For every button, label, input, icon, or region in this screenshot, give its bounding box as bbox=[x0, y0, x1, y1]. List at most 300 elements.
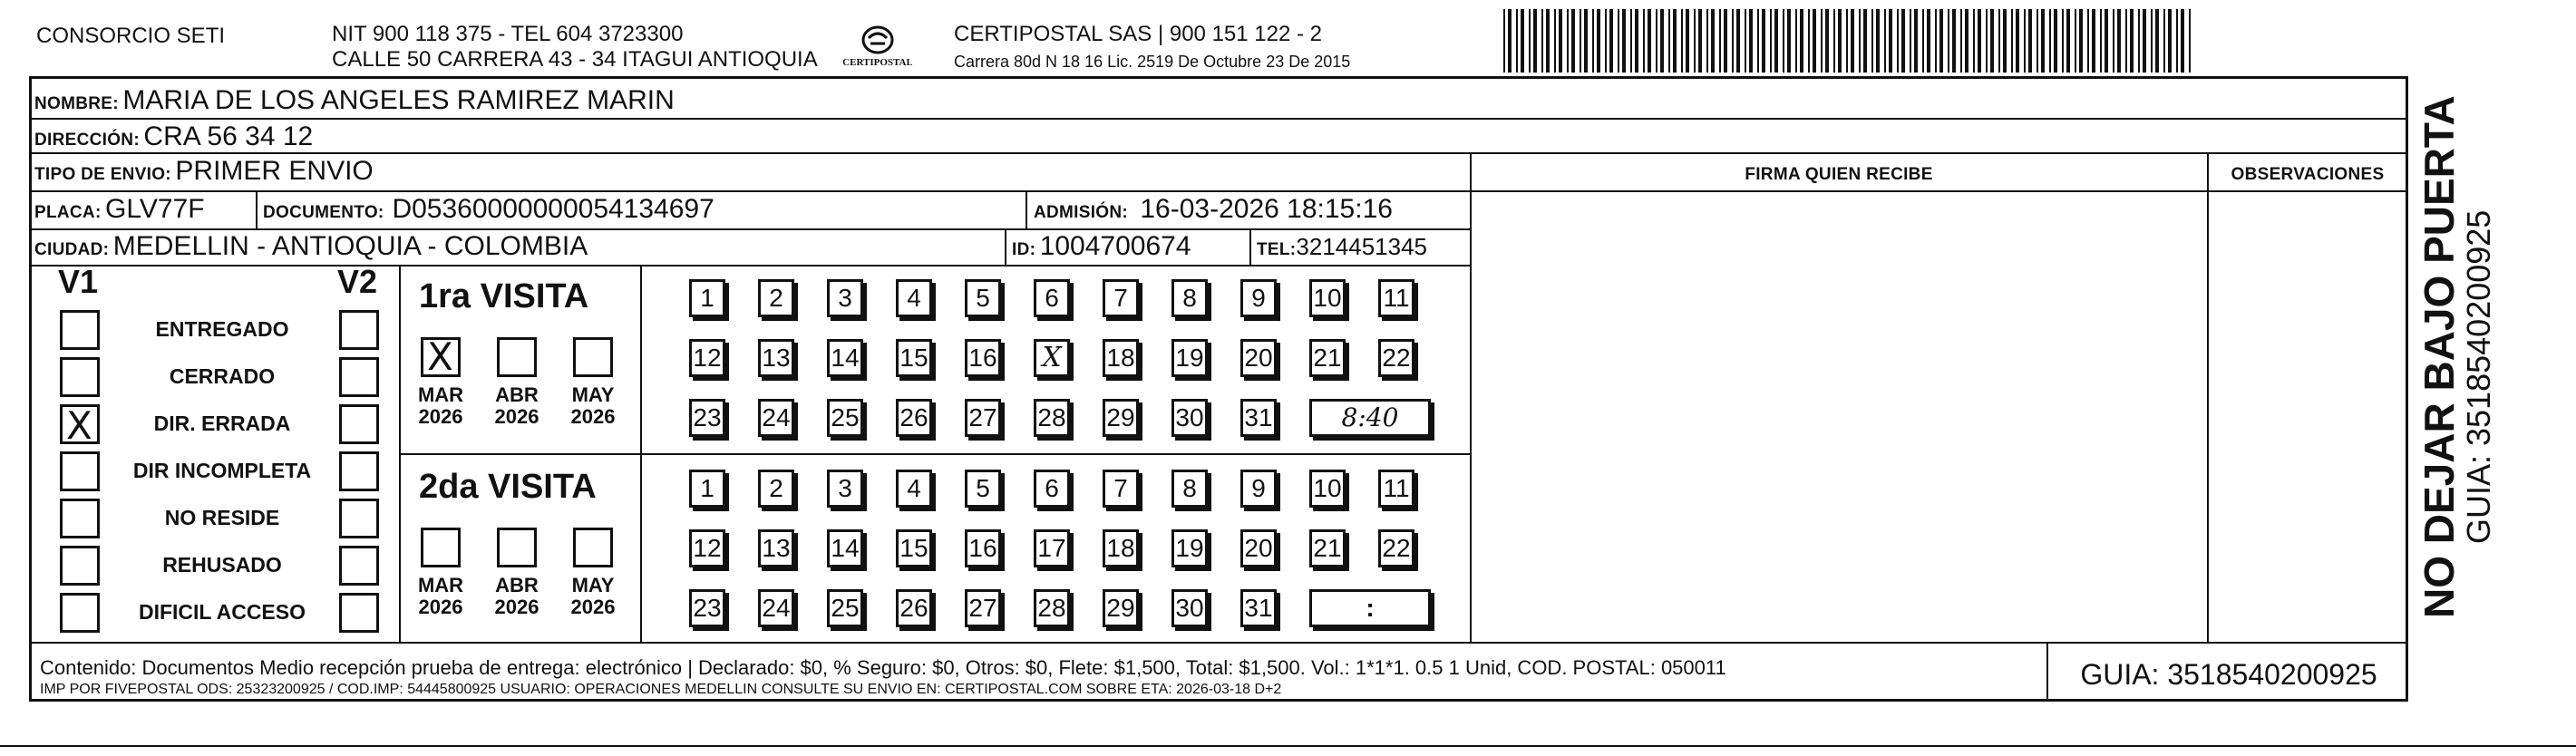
barcode-bar bbox=[2151, 9, 2153, 73]
day-box[interactable] bbox=[896, 399, 932, 437]
day-number: 22 bbox=[1382, 534, 1411, 562]
day-box[interactable] bbox=[1034, 470, 1070, 508]
barcode-bar bbox=[1998, 9, 2000, 73]
day-number: 25 bbox=[831, 594, 860, 622]
day-box[interactable] bbox=[758, 589, 794, 627]
barcode-bar bbox=[1630, 9, 1632, 73]
day-number: 6 bbox=[1045, 284, 1059, 312]
month-year: 2026 bbox=[570, 405, 616, 428]
day-box[interactable] bbox=[1103, 339, 1139, 377]
day-box[interactable] bbox=[1378, 339, 1414, 377]
barcode-bar bbox=[1884, 9, 1886, 73]
day-number: 30 bbox=[1175, 403, 1204, 431]
documento-label: DOCUMENTO: bbox=[263, 203, 384, 222]
nombre-label: NOMBRE: bbox=[34, 94, 119, 113]
barcode-bar bbox=[2189, 9, 2191, 73]
barcode-bar bbox=[1508, 9, 1512, 73]
barcode-bar bbox=[1973, 9, 1975, 73]
barcode-bar bbox=[1876, 9, 1880, 73]
day-box[interactable] bbox=[827, 529, 863, 567]
barcode-bar bbox=[1694, 9, 1696, 73]
day-box[interactable] bbox=[965, 529, 1001, 567]
address-line: CALLE 50 CARRERA 43 - 34 ITAGUI ANTIOQUIA bbox=[332, 47, 818, 72]
v2-checkbox[interactable] bbox=[339, 357, 379, 397]
guia-vertical-text: GUIA: 3518540200925 bbox=[2460, 209, 2495, 544]
day-box[interactable] bbox=[965, 399, 1001, 437]
day-box[interactable] bbox=[965, 470, 1001, 508]
day-number: 8 bbox=[1182, 474, 1197, 502]
v1-checkbox[interactable] bbox=[60, 357, 100, 397]
barcode-bar bbox=[2028, 9, 2032, 73]
day-number: 18 bbox=[1106, 534, 1135, 562]
barcode-bar bbox=[1541, 9, 1543, 73]
barcode-bar bbox=[1787, 9, 1791, 73]
day-box[interactable] bbox=[1034, 399, 1070, 437]
day-box[interactable] bbox=[1034, 339, 1070, 377]
barcode-bar bbox=[1825, 9, 1829, 73]
barcode-bar bbox=[1859, 9, 1861, 73]
barcode-bar bbox=[1605, 9, 1607, 73]
barcode-bar bbox=[1863, 9, 1867, 73]
day-number: 23 bbox=[693, 403, 722, 431]
barcode-bar bbox=[2155, 9, 2159, 73]
day-number: 4 bbox=[907, 474, 921, 502]
barcode-bar bbox=[1584, 9, 1588, 73]
month-year: 2026 bbox=[570, 596, 616, 618]
v1-checkbox[interactable] bbox=[60, 593, 100, 633]
barcode-bar bbox=[1808, 9, 1810, 73]
barcode-bar bbox=[2117, 9, 2121, 73]
day-number: X bbox=[1042, 342, 1062, 373]
barcode-bar bbox=[1643, 9, 1645, 73]
day-number: 24 bbox=[762, 594, 791, 622]
day-number: 31 bbox=[1244, 403, 1273, 431]
day-box[interactable] bbox=[1171, 399, 1208, 437]
day-box[interactable] bbox=[1171, 529, 1208, 567]
v1-checkbox[interactable] bbox=[60, 403, 100, 448]
tipo-envio-row bbox=[34, 156, 374, 191]
day-number: 1 bbox=[700, 284, 714, 312]
day-box[interactable] bbox=[896, 470, 932, 508]
month-name: MAR bbox=[417, 574, 464, 596]
barcode-bar bbox=[1783, 9, 1784, 73]
day-number: 11 bbox=[1383, 284, 1410, 312]
v2-checkbox[interactable] bbox=[339, 593, 379, 633]
day-box[interactable] bbox=[827, 470, 863, 508]
day-box[interactable] bbox=[1034, 529, 1070, 567]
day-box[interactable] bbox=[689, 470, 725, 508]
barcode-bar bbox=[1795, 9, 1797, 73]
status-option-label: DIR. ERRADA bbox=[153, 412, 291, 435]
day-box[interactable] bbox=[1240, 529, 1277, 567]
day-box[interactable] bbox=[1034, 589, 1070, 627]
tel-field bbox=[1257, 231, 1427, 267]
day-box[interactable] bbox=[689, 279, 725, 317]
day-box[interactable] bbox=[1240, 589, 1277, 627]
month-checkmark: X bbox=[427, 334, 453, 379]
admision-label: ADMISIÓN: bbox=[1034, 203, 1129, 222]
v2-checkbox[interactable] bbox=[339, 451, 379, 491]
day-box[interactable] bbox=[758, 470, 794, 508]
month-checkbox[interactable] bbox=[497, 528, 537, 567]
day-number: 10 bbox=[1313, 284, 1342, 312]
barcode-bar bbox=[1757, 9, 1759, 73]
barcode-bar bbox=[2041, 9, 2045, 73]
nit-line: NIT 900 118 375 - TEL 604 3723300 bbox=[332, 22, 684, 46]
day-box[interactable] bbox=[1378, 529, 1414, 567]
day-box[interactable] bbox=[827, 399, 863, 437]
status-option-label: CERRADO bbox=[169, 364, 276, 388]
company-name: CONSORCIO SETI bbox=[36, 24, 226, 48]
month-checkbox[interactable] bbox=[421, 528, 461, 567]
day-box[interactable] bbox=[1240, 279, 1277, 317]
carrier-line: CERTIPOSTAL SAS | 900 151 122 - 2 bbox=[954, 22, 1322, 46]
day-box[interactable] bbox=[827, 339, 863, 377]
direccion-label: DIRECCIÓN: bbox=[34, 131, 140, 150]
barcode-bar bbox=[1965, 9, 1968, 73]
day-number: 1 bbox=[700, 474, 714, 502]
barcode-bar bbox=[1681, 9, 1683, 73]
barcode-bar bbox=[1736, 9, 1740, 73]
day-number: 25 bbox=[831, 403, 860, 431]
v1-checkbox[interactable] bbox=[60, 499, 100, 538]
month-label bbox=[485, 384, 549, 428]
day-box[interactable] bbox=[1171, 279, 1208, 317]
barcode-bar bbox=[2075, 9, 2076, 73]
imp-line: IMP POR FIVEPOSTAL ODS: 25323200925 / COD.IMP: 54445800925 USUARIO: OPERACIONES MEDELLIN CONSULTE SU ENVIO EN: CERTIPOSTAL.COM SOBRE ETA: 2026-03-18 D+2 bbox=[40, 682, 1282, 697]
barcode-bar bbox=[1821, 9, 1823, 73]
day-number: 19 bbox=[1175, 344, 1204, 372]
barcode-bar bbox=[1592, 9, 1594, 73]
ciudad-label: CIUDAD: bbox=[34, 240, 110, 259]
barcode-bar bbox=[1529, 9, 1531, 73]
day-box[interactable] bbox=[1034, 279, 1070, 317]
day-number: 7 bbox=[1113, 474, 1128, 502]
day-number: 9 bbox=[1251, 474, 1266, 502]
barcode-bar bbox=[1559, 9, 1562, 73]
day-box[interactable] bbox=[965, 279, 1001, 317]
status-option-label: DIR INCOMPLETA bbox=[132, 459, 312, 482]
day-box[interactable] bbox=[758, 339, 794, 377]
day-number: 16 bbox=[968, 534, 997, 562]
day-box[interactable] bbox=[896, 529, 932, 567]
month-year: 2026 bbox=[418, 596, 463, 618]
barcode bbox=[1502, 9, 2194, 73]
day-box[interactable] bbox=[896, 279, 932, 317]
month-label bbox=[561, 384, 625, 428]
barcode-bar bbox=[1571, 9, 1575, 73]
day-number: 5 bbox=[976, 474, 990, 502]
day-box[interactable] bbox=[1309, 470, 1346, 508]
day-number: 8 bbox=[1182, 284, 1197, 312]
day-number: 29 bbox=[1106, 594, 1135, 622]
month-checkbox[interactable] bbox=[573, 528, 613, 567]
day-number: 12 bbox=[693, 534, 722, 562]
day-number: 26 bbox=[899, 403, 928, 431]
contenido-line: Contenido: Documentos Medio recepción prueba de entrega: electrónico | Declarado: $0, % Seguro: $0, Otros: $0, Flete: $1,500, Total: $1,500. Vol.: 1*1*1. 0.5 1 Unid, COD. POSTAL: 050011 bbox=[40, 656, 1726, 679]
day-number: 10 bbox=[1313, 474, 1342, 502]
day-box[interactable] bbox=[758, 279, 794, 317]
direccion-value: CRA 56 34 12 bbox=[143, 121, 314, 151]
day-box[interactable] bbox=[1103, 399, 1139, 437]
day-number: 6 bbox=[1045, 474, 1059, 502]
barcode-bar bbox=[2054, 9, 2057, 73]
day-number: 24 bbox=[762, 403, 791, 431]
day-number: 27 bbox=[968, 403, 997, 431]
barcode-bar bbox=[1948, 9, 1949, 73]
day-number: 17 bbox=[1037, 534, 1066, 562]
month-year: 2026 bbox=[494, 596, 540, 618]
day-number: 20 bbox=[1244, 344, 1273, 372]
day-box[interactable] bbox=[758, 529, 794, 567]
day-number: 15 bbox=[899, 344, 928, 372]
day-number: 15 bbox=[899, 534, 928, 562]
barcode-bar bbox=[1774, 9, 1778, 73]
guia-footer: GUIA: 3518540200925 bbox=[2080, 658, 2377, 691]
day-box[interactable] bbox=[1309, 279, 1346, 317]
day-number: 16 bbox=[968, 344, 997, 372]
barcode-bar bbox=[1935, 9, 1937, 73]
barcode-bar bbox=[1871, 9, 1873, 73]
barcode-bar bbox=[1698, 9, 1702, 73]
day-number: 27 bbox=[968, 594, 997, 622]
visit-title: 1ra VISITA bbox=[419, 277, 589, 315]
barcode-bar bbox=[1533, 9, 1537, 73]
barcode-bar bbox=[1622, 9, 1626, 73]
day-number: 22 bbox=[1382, 344, 1411, 372]
barcode-bar bbox=[2024, 9, 2026, 73]
barcode-bar bbox=[1897, 9, 1899, 73]
day-number: 4 bbox=[907, 284, 921, 312]
day-box[interactable] bbox=[689, 399, 725, 437]
side-notice bbox=[2414, 91, 2495, 625]
barcode-bar bbox=[1660, 9, 1664, 73]
v2-checkbox[interactable] bbox=[339, 310, 379, 350]
documento-value: D05360000000054134697 bbox=[392, 194, 714, 224]
month-label bbox=[561, 575, 625, 618]
documento-field bbox=[263, 194, 714, 229]
day-box[interactable] bbox=[1171, 589, 1208, 627]
month-name: MAY bbox=[571, 574, 615, 596]
day-number: 11 bbox=[1383, 474, 1410, 502]
barcode-bar bbox=[1960, 9, 1962, 73]
placa-value: GLV77F bbox=[105, 194, 205, 224]
day-number: 26 bbox=[899, 594, 928, 622]
barcode-bar bbox=[2100, 9, 2102, 73]
placa-field bbox=[34, 194, 205, 229]
barcode-bar bbox=[1749, 9, 1753, 73]
day-number: 21 bbox=[1313, 344, 1342, 372]
barcode-bar bbox=[2062, 9, 2064, 73]
barcode-bar bbox=[2181, 9, 2184, 73]
day-box[interactable] bbox=[827, 589, 863, 627]
id-value: 1004700674 bbox=[1039, 231, 1191, 261]
id-field bbox=[1012, 231, 1191, 267]
barcode-bar bbox=[1668, 9, 1670, 73]
time-value: : bbox=[1366, 594, 1375, 622]
tel-label: TEL: bbox=[1257, 240, 1297, 259]
barcode-bar bbox=[1686, 9, 1689, 73]
time-box[interactable] bbox=[1309, 399, 1431, 437]
barcode-bar bbox=[2066, 9, 2070, 73]
month-checkbox[interactable] bbox=[421, 334, 461, 379]
barcode-bar bbox=[2138, 9, 2140, 73]
v1-checkbox[interactable] bbox=[60, 451, 100, 491]
day-number: 12 bbox=[693, 344, 722, 372]
barcode-bar bbox=[1597, 9, 1600, 73]
day-box[interactable] bbox=[689, 529, 725, 567]
v2-checkbox[interactable] bbox=[339, 546, 379, 586]
month-name: ABR bbox=[495, 574, 539, 596]
day-number: 3 bbox=[838, 284, 852, 312]
month-year: 2026 bbox=[418, 405, 463, 428]
firma-label: FIRMA QUIEN RECIBE bbox=[1745, 165, 1933, 184]
barcode-bar bbox=[1745, 9, 1746, 73]
day-box[interactable] bbox=[965, 339, 1001, 377]
day-box[interactable] bbox=[896, 339, 932, 377]
day-box[interactable] bbox=[758, 399, 794, 437]
barcode-bar bbox=[1901, 9, 1905, 73]
admision-value: 16-03-2026 18:15:16 bbox=[1140, 194, 1393, 224]
barcode-bar bbox=[1986, 9, 1988, 73]
barcode-bar bbox=[1673, 9, 1677, 73]
barcode-bar bbox=[1609, 9, 1613, 73]
barcode-bar bbox=[2003, 9, 2007, 73]
visit-title: 2da VISITA bbox=[419, 468, 597, 506]
day-box[interactable] bbox=[1171, 470, 1208, 508]
day-number: 9 bbox=[1251, 284, 1266, 312]
day-box[interactable] bbox=[689, 339, 725, 377]
day-box[interactable] bbox=[1240, 399, 1277, 437]
day-box[interactable] bbox=[1378, 470, 1414, 508]
day-number: 5 bbox=[976, 284, 990, 312]
day-box[interactable] bbox=[1103, 589, 1139, 627]
day-box[interactable] bbox=[965, 589, 1001, 627]
barcode-bar bbox=[1910, 9, 1911, 73]
barcode-bar bbox=[1914, 9, 1918, 73]
barcode-bar bbox=[1567, 9, 1569, 73]
month-checkbox[interactable] bbox=[573, 337, 613, 377]
day-number: 18 bbox=[1106, 344, 1135, 372]
month-name: MAY bbox=[571, 383, 615, 406]
id-label: ID: bbox=[1012, 240, 1036, 259]
day-number: 30 bbox=[1175, 594, 1204, 622]
day-number: 13 bbox=[762, 344, 791, 372]
day-number: 3 bbox=[838, 474, 852, 502]
barcode-bar bbox=[1546, 9, 1550, 73]
barcode-bar bbox=[2163, 9, 2165, 73]
day-number: 2 bbox=[769, 284, 783, 312]
tipo-envio-label: TIPO DE ENVIO: bbox=[34, 165, 171, 184]
day-box[interactable] bbox=[1240, 470, 1277, 508]
barcode-bar bbox=[2016, 9, 2019, 73]
barcode-bar bbox=[1846, 9, 1848, 73]
day-number: 28 bbox=[1037, 594, 1066, 622]
ciudad-field bbox=[34, 231, 588, 267]
day-box[interactable] bbox=[1103, 529, 1139, 567]
day-number: 21 bbox=[1313, 534, 1342, 562]
v2-checkbox[interactable] bbox=[339, 404, 379, 444]
day-box[interactable] bbox=[827, 279, 863, 317]
day-box[interactable] bbox=[1103, 279, 1139, 317]
day-box[interactable] bbox=[1309, 529, 1346, 567]
day-box[interactable] bbox=[1309, 339, 1346, 377]
barcode-bar bbox=[2143, 9, 2146, 73]
direccion-row bbox=[34, 121, 313, 157]
barcode-bar bbox=[2092, 9, 2095, 73]
day-box[interactable] bbox=[689, 589, 725, 627]
barcode-bar bbox=[1580, 9, 1581, 73]
barcode-bar bbox=[1800, 9, 1803, 73]
barcode-bar bbox=[1851, 9, 1854, 73]
status-option-label: REHUSADO bbox=[162, 553, 282, 577]
barcode-bar bbox=[2113, 9, 2114, 73]
day-number: 20 bbox=[1244, 534, 1273, 562]
barcode-bar bbox=[1838, 9, 1842, 73]
v1-checkbox[interactable] bbox=[60, 546, 100, 586]
day-box[interactable] bbox=[1378, 279, 1414, 317]
month-label bbox=[409, 575, 472, 618]
day-number: 23 bbox=[693, 594, 722, 622]
license-line: Carrera 80d N 18 16 Lic. 2519 De Octubre 23 De 2015 bbox=[954, 53, 1351, 71]
time-value: 8:40 bbox=[1341, 402, 1399, 432]
barcode-bar bbox=[2049, 9, 2051, 73]
day-box[interactable] bbox=[1240, 339, 1277, 377]
v2-checkbox[interactable] bbox=[339, 499, 379, 538]
day-number: 14 bbox=[831, 344, 860, 372]
barcode-bar bbox=[1724, 9, 1727, 73]
barcode-bar bbox=[1706, 9, 1708, 73]
month-name: MAR bbox=[417, 383, 464, 406]
barcode-bar bbox=[1635, 9, 1638, 73]
day-box[interactable] bbox=[1171, 339, 1208, 377]
nombre-value: MARIA DE LOS ANGELES RAMIREZ MARIN bbox=[122, 85, 675, 115]
status-option-label: ENTREGADO bbox=[155, 317, 289, 341]
admision-field bbox=[1034, 194, 1393, 229]
barcode-bar bbox=[1762, 9, 1765, 73]
v2-label: V2 bbox=[337, 263, 378, 300]
time-box[interactable] bbox=[1309, 589, 1431, 627]
month-label bbox=[409, 384, 472, 428]
barcode-bar bbox=[2079, 9, 2083, 73]
barcode-bar bbox=[1554, 9, 1556, 73]
barcode-bar bbox=[1719, 9, 1721, 73]
v1-label: V1 bbox=[58, 263, 99, 300]
barcode-bar bbox=[1833, 9, 1835, 73]
barcode-bar bbox=[2176, 9, 2178, 73]
barcode-bar bbox=[2036, 9, 2038, 73]
barcode-bar bbox=[1732, 9, 1734, 73]
no-dejar-text: NO DEJAR BAJO PUERTA bbox=[2416, 95, 2463, 618]
barcode-bar bbox=[2168, 9, 2172, 73]
day-number: 28 bbox=[1037, 403, 1066, 431]
tel-value: 3214451345 bbox=[1296, 233, 1428, 260]
status-option-label: DIFICIL ACCESO bbox=[138, 600, 306, 624]
v1-checkbox[interactable] bbox=[60, 310, 100, 350]
barcode-bar bbox=[1939, 9, 1943, 73]
day-box[interactable] bbox=[896, 589, 932, 627]
v1-checkmark: X bbox=[66, 403, 92, 448]
barcode-bar bbox=[2125, 9, 2127, 73]
day-number: 31 bbox=[1244, 594, 1273, 622]
barcode-bar bbox=[2087, 9, 2089, 73]
observaciones-label: OBSERVACIONES bbox=[2231, 165, 2385, 184]
month-checkbox[interactable] bbox=[497, 337, 537, 377]
day-box[interactable] bbox=[1103, 470, 1139, 508]
placa-label: PLACA: bbox=[34, 203, 102, 222]
barcode-bar bbox=[1521, 9, 1524, 73]
barcode-bar bbox=[1711, 9, 1715, 73]
